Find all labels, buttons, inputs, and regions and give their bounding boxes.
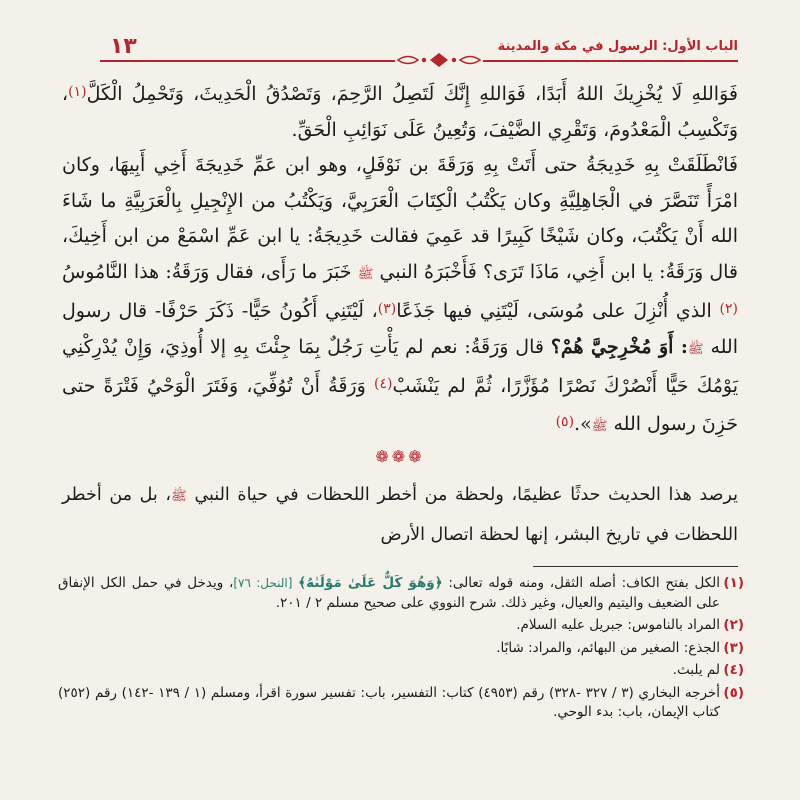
text-segment: ». (574, 412, 592, 435)
footnote-text (58, 574, 720, 613)
footnote-text: الجذع: الصغير من البهائم، والمراد: شابًا. (496, 639, 720, 656)
footnotes (58, 574, 744, 726)
surah-reference: [النحل: ٧٦] (233, 576, 293, 590)
commentary-paragraph (62, 476, 738, 554)
text-segment: : أَوَ مُخْرِجِيَّ هُمْ؟ (550, 335, 688, 358)
hadith-text (62, 75, 738, 444)
footnote-ref[interactable]: (٣) (377, 301, 397, 317)
footnote-item (58, 661, 744, 681)
header-ornament-icon (395, 51, 483, 69)
footnote-text: أخرجه البخاري (٣ / ٣٢٧ -٣٢٨) رقم (٤٩٥٣) كتاب: التفسير، باب: تفسير سورة اقرأ، ومسلم (١ / ١٣٩ -١٤٢) رقم (٢٥٢) كتاب الإيمان، باب: بدء الوحي. (58, 684, 720, 720)
footnote-item (58, 684, 744, 723)
footnote-ref[interactable]: (٤) (374, 376, 393, 392)
footnote-number: (١) (723, 575, 744, 591)
footnote-item (58, 574, 744, 613)
footnote-item (58, 639, 744, 659)
honorific-icon: ﷺ (591, 418, 608, 434)
footnote-ref[interactable]: (١) (68, 84, 87, 100)
footnote-number: (٤) (723, 662, 744, 678)
footnote-text-part: الكل بفتح الكاف: أصله الثقل، ومنه قوله تعالى: (448, 575, 721, 591)
footnote-ref[interactable]: (٢) (719, 301, 738, 317)
footnote-number: (٢) (723, 617, 744, 633)
footnote-item (58, 616, 744, 636)
honorific-icon: ﷺ (357, 266, 374, 282)
text-segment: يرصد هذا الحديث حدثًا عظيمًا، ولحظة من أخطر اللحظات في حياة النبي (194, 485, 738, 505)
hadith-paragraph (62, 148, 738, 444)
text-segment: ، بل من أخطر اللحظات في تاريخ البشر، إنها لحظة اتصال الأرض (62, 485, 738, 545)
text-segment: فَوَاللهِ لَا يُخْزِيكَ اللهُ أَبَدًا، فَوَاللهِ إِنَّكَ لَتَصِلُ الرَّحِمَ، وَتَصْدُقُ الْحَدِيثَ، وَتَحْمِلُ الْكَلَّ (86, 83, 738, 105)
footnote-text-part: ، ويدخل في حمل الكل الإنفاق على الضعيف واليتيم والعيال، وغير ذلك. شرح النووي على صحيح مسلم ٢ / ٢٠١. (58, 575, 720, 611)
text-segment: ، لَيْتَنِي أَكُونُ حَيًّا- ذَكَرَ حَرْفًا- قال رسول الله (62, 300, 738, 358)
text-segment: وَرَقَةُ أَنْ تُوُفِّيَ، وَفَتَرَ الْوَحْيُ فَتْرَةً حتى حَزِنَ رسول الله (62, 375, 738, 435)
page-number: ١٣ (110, 33, 137, 59)
hadith-paragraph (62, 75, 738, 148)
text-segment: الذي أُنْزِلَ على مُوسَى، لَيْتَنِي فيها جَذَعًا (396, 300, 712, 322)
honorific-icon: ﷺ (171, 489, 187, 504)
footnote-number: (٣) (723, 639, 744, 656)
commentary-text (62, 476, 738, 554)
text-segment: خَبَرَ ما رَأَى، فقال وَرَقَةُ: هذا النَّامُوسُ (62, 260, 352, 283)
footnote-text: المراد بالناموس: جبريل عليه السلام. (516, 617, 720, 633)
text-segment: ، وَتَكْسِبُ الْمَعْدُومَ، وَتَقْرِي الضَّيْفَ، وَتُعِينُ عَلَى نَوَائِبِ الْحَقِّ. (62, 83, 738, 141)
section-divider-icon: ❁❁❁ (375, 447, 425, 466)
text-segment: قال وَرَقَةُ: نعم لم يَأْتِ رَجُلٌ بِمَا جِئْتَ بِهِ إلا أُوذِيَ، وَإِنْ يُدْرِكْنِي يَوْمُكَ حَيًّا أَنْصُرْكَ نَصْرًا مُؤَزَّرًا، ثُمَّ لم يَنْشَبْ (62, 335, 738, 397)
honorific-icon: ﷺ (687, 341, 704, 357)
footnote-rule (533, 566, 738, 567)
text-segment: فَانْطَلَقَتْ بِهِ خَدِيجَةُ حتى أَتَتْ بِهِ وَرَقَةَ بن نَوْفَلٍ، وهو ابن عَمِّ خَدِيجَةَ أَخِي أَبِيهَا، وكان امْرَأً تَنَصَّرَ في الْجَاهِلِيَّةِ وكان يَكْتُبُ الْكِتَابَ الْعَرَبِيَّ، وَيَكْتُبُ من الإِنْجِيلِ بِالْعَرَبِيَّةِ ما شَاءَ الله أَنْ يَكْتُبَ، وكان شَيْخًا كَبِيرًا قد عَمِيَ فقالت خَدِيجَةُ: يا ابن عَمِّ اسْمَعْ من ابن أَخِيكَ، قال وَرَقَةُ: يا ابن أَخِي، مَاذَا تَرَى؟ فَأَخْبَرَهُ النبي (62, 154, 738, 283)
quran-verse: ﴿وَهُوَ كَلٌّ عَلَىٰ مَوْلَىٰهُ﴾ (298, 575, 443, 591)
footnote-text: لم يلبث. (672, 662, 720, 678)
footnote-number: (٥) (723, 684, 744, 701)
chapter-title: الباب الأول: الرسول في مكة والمدينة (497, 38, 738, 54)
footnote-ref[interactable]: (٥) (555, 413, 575, 430)
